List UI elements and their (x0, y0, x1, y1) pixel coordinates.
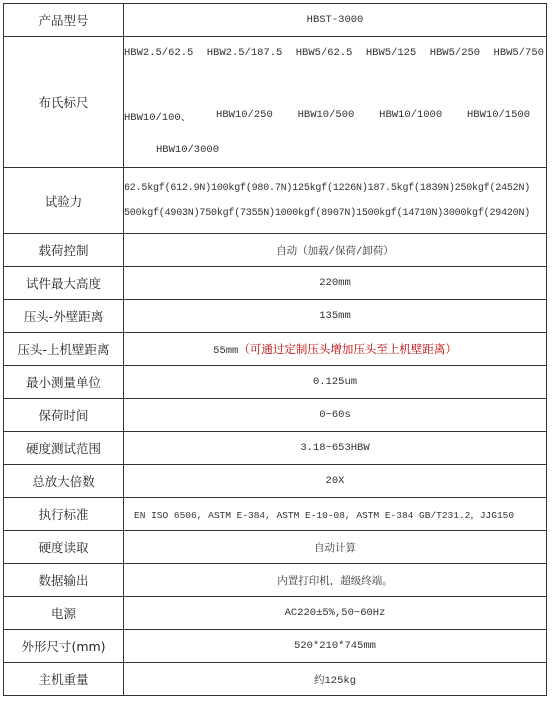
table-row (4, 564, 547, 597)
row-value: 约125kg (124, 663, 547, 696)
row-label: 最小测量单位 (4, 366, 124, 399)
spec-table (3, 3, 547, 696)
scale-item: HBW2.5/187.5 (206, 46, 283, 59)
table-row (4, 465, 547, 498)
scale-item: HBW10/500 (297, 108, 355, 121)
scale-item: HBW5/62.5 (295, 46, 353, 59)
row-value: 135mm (124, 300, 547, 333)
scale-item: HBW5/125 (365, 46, 417, 59)
table-row (4, 234, 547, 267)
scale-item: HBW5/250 (429, 46, 481, 59)
row-value (124, 333, 547, 366)
row-label: 保荷时间 (4, 399, 124, 432)
test-force-line: 500kgf(4903N)750kgf(7355N)1000kgf(8907N)1500kgf(14710N)3000kgf(29420N) (124, 207, 531, 219)
row-label: 外形尺寸(mm) (4, 630, 124, 663)
table-row (4, 37, 547, 168)
table-row (4, 597, 547, 630)
row-label: 总放大倍数 (4, 465, 124, 498)
row-label: 电源 (4, 597, 124, 630)
table-row (4, 333, 547, 366)
table-row (4, 498, 547, 531)
row-label: 试件最大高度 (4, 267, 124, 300)
row-label: 产品型号 (4, 4, 124, 37)
row-label: 数据输出 (4, 564, 124, 597)
scale-item: HBW10/3000 (156, 143, 220, 156)
scale-item: HBW10/1500 (466, 108, 530, 121)
table-row (4, 4, 547, 37)
table-row (4, 399, 547, 432)
row-label: 压头-上机壁距离 (4, 333, 124, 366)
row-label: 硬度测试范围 (4, 432, 124, 465)
table-row (4, 630, 547, 663)
scale-line-1 (124, 47, 546, 59)
row-label: 载荷控制 (4, 234, 124, 267)
row-value: HBST-3000 (124, 4, 547, 37)
row-value: 220mm (124, 267, 547, 300)
custom-note: （可通过定制压头增加压头至上机壁距离） (238, 342, 457, 356)
test-force-line: 62.5kgf(612.9N)100kgf(980.7N)125kgf(1226N)187.5kgf(1839N)250kgf(2452N) (124, 182, 531, 194)
table-row (4, 267, 547, 300)
scale-item: HBW10/1000 (379, 108, 443, 121)
table-row (4, 663, 547, 696)
row-value: 20X (124, 465, 547, 498)
table-row (4, 300, 547, 333)
scale-item: HBW10/250 (216, 108, 273, 121)
row-value: 内置打印机，超级终端。 (124, 564, 547, 597)
scale-line-2 (124, 109, 546, 124)
test-force-cell (124, 168, 547, 234)
row-value: 0.125um (124, 366, 547, 399)
scale-item: HBW10/100、 (124, 111, 192, 124)
row-label: 主机重量 (4, 663, 124, 696)
scale-item: HBW5/750 (493, 46, 544, 59)
row-value: 自动计算 (124, 531, 547, 564)
row-label: 硬度读取 (4, 531, 124, 564)
table-row (4, 531, 547, 564)
distance-value: 55mm (213, 345, 239, 357)
row-value: 自动（加载/保荷/卸荷） (124, 234, 547, 267)
hardness-scale-cell (124, 37, 547, 168)
scale-item: HBW2.5/62.5 (124, 46, 194, 59)
row-value: AC220±5%,50~60Hz (124, 597, 547, 630)
row-value: 3.18~653HBW (124, 432, 547, 465)
table-row (4, 366, 547, 399)
table-row (4, 432, 547, 465)
scale-line-3 (124, 144, 546, 156)
row-label: 压头-外壁距离 (4, 300, 124, 333)
row-value: 0~60s (124, 399, 547, 432)
row-label: 执行标准 (4, 498, 124, 531)
row-label: 布氏标尺 (4, 37, 124, 168)
row-value: EN ISO 6506, ASTM E-384, ASTM E-10-08, ASTM E-384 GB/T231.2，JJG150 (124, 498, 547, 531)
table-row (4, 168, 547, 234)
row-label: 试验力 (4, 168, 124, 234)
row-value: 520*210*745mm (124, 630, 547, 663)
